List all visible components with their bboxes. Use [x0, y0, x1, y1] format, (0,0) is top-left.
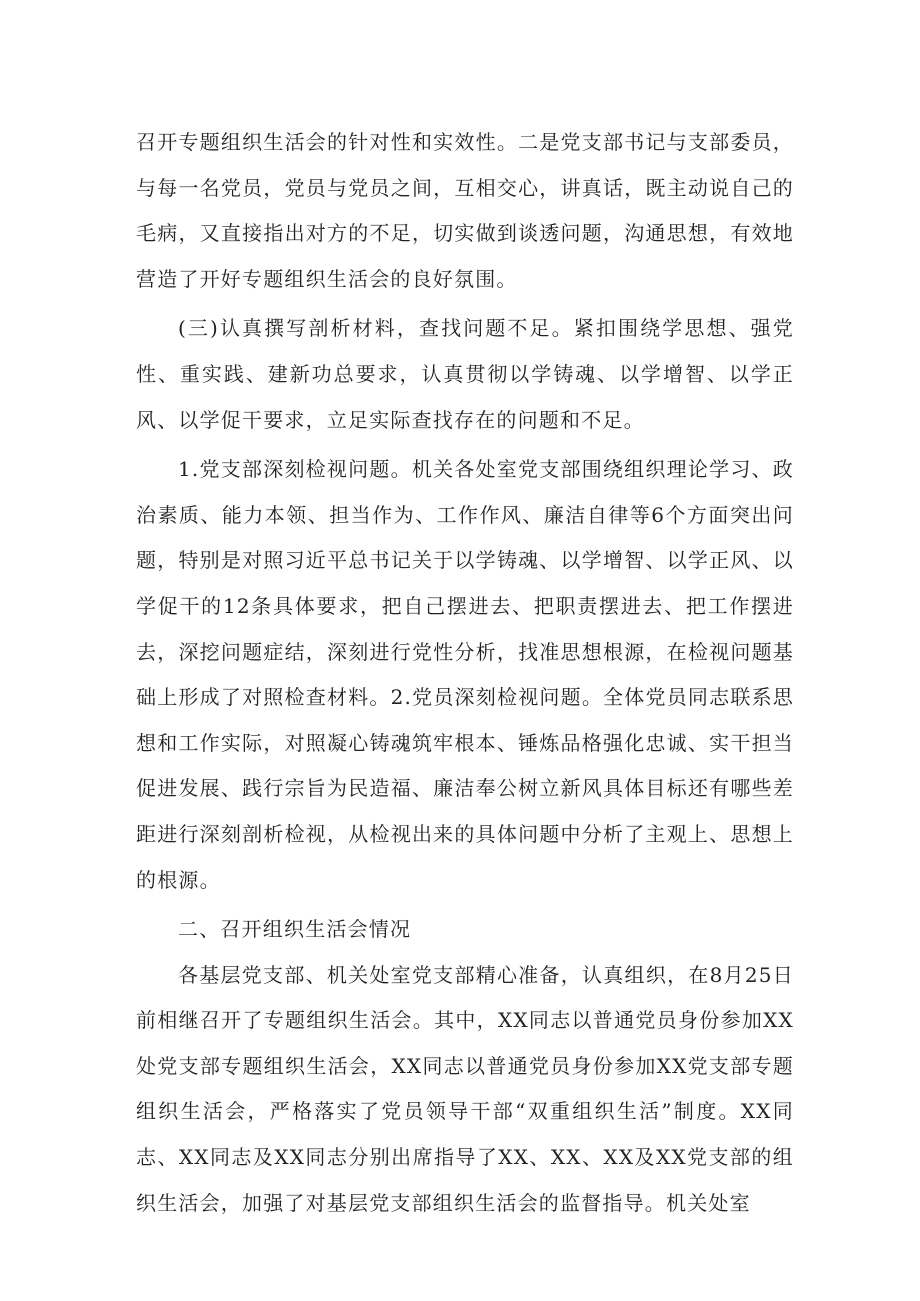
document-body: [136, 120, 794, 1226]
paragraph-continuation: 召开专题组织生活会的针对性和实效性。二是党支部书记与支部委员，与每一名党员，党员与党员之间，互相交心，讲真话，既主动说自己的毛病，又直接指出对方的不足，切实做到谈透问题，沟通思想，有效地营造了开好专题组织生活会的良好氛围。: [136, 130, 794, 291]
paragraph-meeting-details: 各基层党支部、机关处室党支部精心准备，认真组织，在8月25日前相继召开了专题组织生活会。其中，XX同志以普通党员身份参加XX处党支部专题组织生活会，XX同志以普通党员身份参加XX党支部专题组织生活会，严格落实了党员领导干部“双重组织生活”制度。XX同志、XX同志及XX同志分别出席指导了XX、XX、XX及XX党支部的组织生活会，加强了对基层党支部组织生活会的监督指导。机关处室: [136, 962, 794, 1215]
paragraph-self-examination: 1.党支部深刻检视问题。机关各处室党支部围绕组织理论学习、政治素质、能力本领、担当作为、工作作风、廉洁自律等6个方面突出问题，特别是对照习近平总书记关于以学铸魂、以学增智、以学正风、以学促干的12条具体要求，把自己摆进去、把职责摆进去、把工作摆进去，深挖问题症结，深刻进行党性分析，找准思想根源，在检视问题基础上形成了对照检查材料。2.党员深刻检视问题。全体党员同志联系思想和工作实际，对照凝心铸魂筑牢根本、锤炼品格强化忠诚、实干担当促进发展、践行宗旨为民造福、廉洁奉公树立新风具体目标还有哪些差距进行深刻剖析检视，从检视出来的具体问题中分析了主观上、思想上的根源。: [136, 457, 794, 892]
section-heading-meeting-status: 二、召开组织生活会情况: [178, 917, 412, 942]
paragraph-analysis-materials: (三)认真撰写剖析材料，查找问题不足。紧扣围绕学思想、强党性、重实践、建新功总要求，认真贯彻以学铸魂、以学增智、以学正风、以学促干要求，立足实际查找存在的问题和不足。: [136, 316, 794, 432]
